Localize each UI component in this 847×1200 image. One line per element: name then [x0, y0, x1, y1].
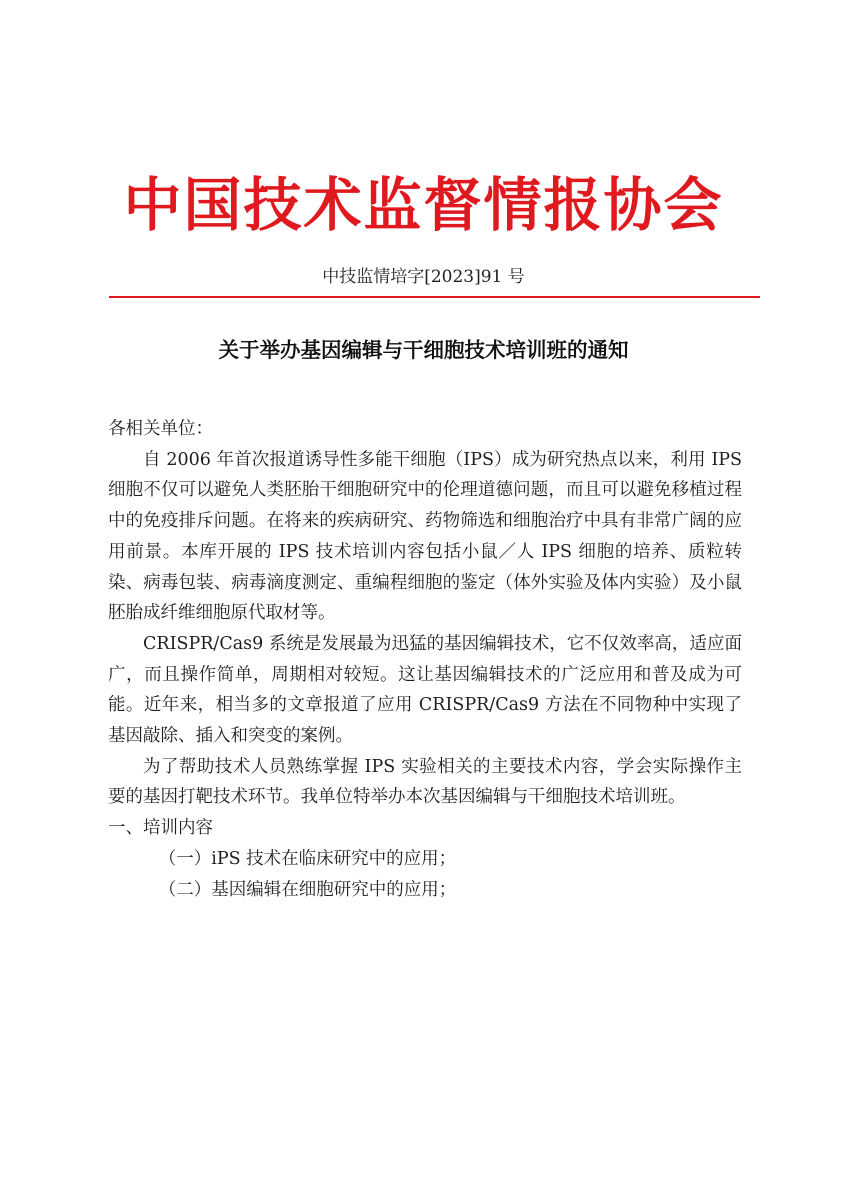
- paragraph-ips-background: 自 2006 年首次报道诱导性多能干细胞（IPS）成为研究热点以来，利用 IPS 细胞不仅可以避免人类胚胎干细胞研究中的伦理道德问题，而且可以避免移植过程中的免疫排斥问题。在将来的疾病研究、药物筛选和细胞治疗中具有非常广阔的应用前景。本库开展的 IPS 技术培训内容包括小鼠／人 IPS 细胞的培养、质粒转染、病毒包装、病毒滴度测定、重编程细胞的鉴定（体外实验及体内实验）及小鼠胚胎成纤维细胞原代取材等。: [108, 449, 742, 624]
- paragraph-training-purpose: 为了帮助技术人员熟练掌握 IPS 实验相关的主要技术内容，学会实际操作主要的基因打靶技术环节。我单位特举办本次基因编辑与干细胞技术培训班。: [108, 756, 742, 808]
- notice-title: 关于举办基因编辑与干细胞技术培训班的通知: [218, 338, 629, 362]
- salutation: 各相关单位：: [108, 419, 213, 439]
- org-title: 中国技术监督情报协会: [123, 171, 724, 239]
- list-item-ips-clinical: （一）iPS 技术在临床研究中的应用；: [158, 848, 457, 869]
- section-heading-training-content: 一、培训内容: [108, 818, 213, 839]
- document-number: 中技监情培字[2023]91 号: [322, 267, 525, 287]
- notice-body: [108, 414, 742, 905]
- list-item-gene-editing: （二）基因编辑在细胞研究中的应用；: [158, 879, 457, 900]
- paragraph-crispr: CRISPR/Cas9 系统是发展最为迅猛的基因编辑技术，它不仅效率高，适应面广，而且操作简单，周期相对较短。这让基因编辑技术的广泛应用和普及成为可能。近年来，相当多的文章报道了应用 CRISPR/Cas9 方法在不同物种中实现了基因敲除、插入和突变的案例。: [108, 633, 742, 747]
- red-divider: [109, 296, 760, 298]
